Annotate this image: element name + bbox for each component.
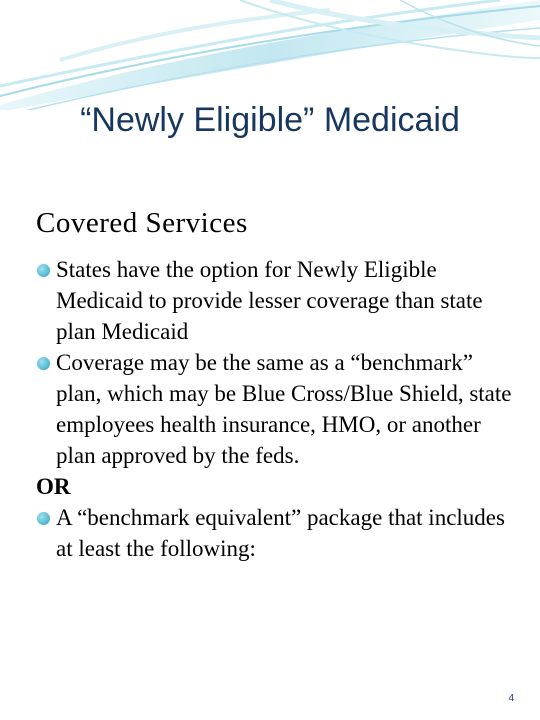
bullet-dot-icon — [37, 357, 50, 370]
bullet-text: Coverage may be the same as a “benchmark” plan, which may be Blue Cross/Blue Shield, state employees health insurance, HMO, or another plan approved by the feds. — [56, 350, 512, 468]
section-heading: Covered Services — [36, 207, 248, 239]
bullet-dot-icon — [37, 512, 50, 525]
page-number: 4 — [508, 693, 514, 704]
bullet-text: States have the option for Newly Eligible Medicaid to provide lesser coverage than state plan Medicaid — [56, 257, 483, 344]
slide-title: “Newly Eligible” Medicaid — [80, 101, 460, 139]
bullet-item — [36, 254, 521, 347]
header-wave-decoration — [0, 0, 540, 110]
bullet-dot-icon — [37, 264, 50, 277]
or-separator: OR — [36, 474, 71, 499]
bullet-text: A “benchmark equivalent” package that includes at least the following: — [56, 505, 505, 561]
bullet-item — [36, 502, 521, 564]
bullet-item — [36, 347, 521, 471]
slide-content — [36, 204, 521, 564]
bullet-list — [36, 254, 521, 564]
